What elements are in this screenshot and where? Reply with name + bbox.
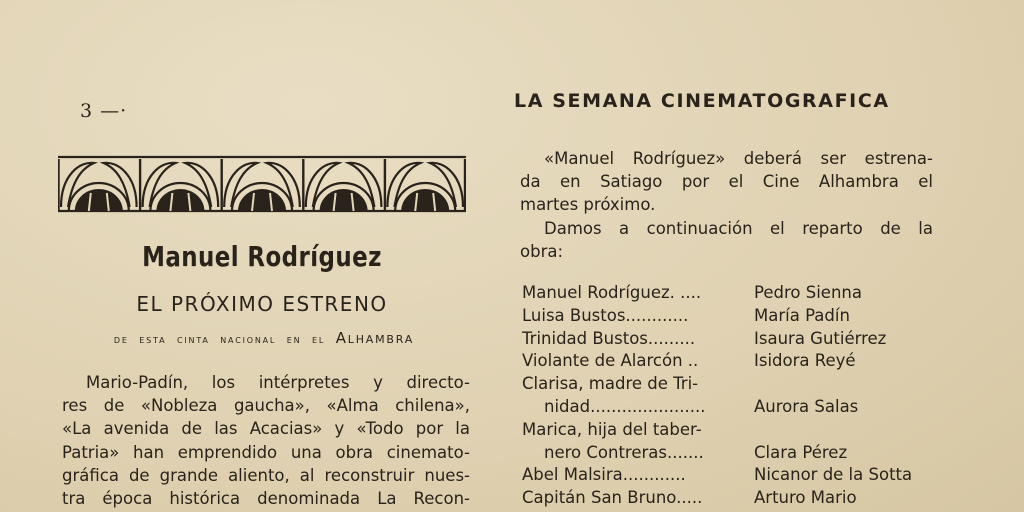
cast-row <box>522 419 942 442</box>
cast-row <box>522 305 942 328</box>
cast-row <box>522 396 942 419</box>
cast-actor: Pedro Sienna <box>754 283 862 302</box>
subsubtitle-prefix: de esta cinta nacional en el <box>113 332 326 346</box>
cast-row <box>522 487 942 510</box>
body-line: da en Satiago por el Cine Alhambra el <box>520 172 933 192</box>
body-line: «Manuel Rodríguez» deberá ser estrena- <box>544 149 933 168</box>
ornamental-border <box>58 155 466 213</box>
cast-row <box>522 464 942 487</box>
cast-role: nero Contreras....... <box>544 442 704 462</box>
body-line: res de «Nobleza gaucha», «Alma chilena», <box>62 396 470 416</box>
cast-list <box>522 282 942 510</box>
article-title: Manuel Rodríguez <box>142 240 382 273</box>
cast-role: Marica, hija del taber- <box>522 419 702 439</box>
article-body-left <box>62 371 470 510</box>
cast-actor: Nicanor de la Sotta <box>754 465 913 485</box>
cast-actor: Clara Pérez <box>754 442 848 462</box>
cast-actor: Arturo Mario <box>754 488 857 508</box>
body-line: Patria» han emprendido una obra cinemato- <box>62 442 470 462</box>
cast-row <box>522 328 942 351</box>
cast-role: Luisa Bustos............ <box>522 305 689 325</box>
cast-actor: María Padín <box>754 305 850 325</box>
subsubtitle-place: Alhambra <box>335 329 415 347</box>
cast-row <box>522 373 942 396</box>
body-line: gráfica de grande aliento, al reconstruir nues- <box>62 465 470 485</box>
cast-actor <box>754 419 942 442</box>
body-line: obra: <box>520 241 564 261</box>
body-line: «La avenida de las Acacias» y «Todo por la <box>62 419 470 439</box>
ornament-unit <box>303 159 381 211</box>
cast-role: Trinidad Bustos......... <box>522 328 696 348</box>
cast-actor: Isidora Reyé <box>754 351 856 371</box>
cast-role: Clarisa, madre de Tri- <box>522 374 699 394</box>
cast-role: nidad...................... <box>544 396 706 416</box>
body-line: Mario-Padín, los intérpretes y directo- <box>86 373 470 392</box>
article-subtitle: EL PRÓXIMO ESTRENO <box>136 292 388 316</box>
cast-actor: Isaura Gutiérrez <box>754 328 887 348</box>
ornament-unit <box>222 159 300 211</box>
cast-row <box>522 442 942 465</box>
body-line: Damos a continuación el reparto de la <box>544 218 933 238</box>
cast-actor <box>754 373 942 396</box>
running-head: LA SEMANA CINEMATOGRAFICA <box>514 90 890 112</box>
cast-row <box>522 282 942 305</box>
ornament-unit <box>59 159 137 211</box>
page-number: 3 —· <box>80 100 128 122</box>
article-subsubtitle <box>58 329 470 347</box>
cast-role: Violante de Alarcón .. <box>522 351 699 371</box>
cast-row <box>522 350 942 373</box>
article-body-right <box>520 147 933 263</box>
ornament-unit <box>385 159 463 211</box>
cast-role: Manuel Rodríguez. .... <box>522 283 702 302</box>
cast-role: Abel Malsira............ <box>522 465 686 485</box>
cast-role: Capitán San Bruno..... <box>522 488 703 508</box>
body-line: tra época histórica denominada La Recon- <box>62 489 470 509</box>
ornament-unit <box>140 159 218 211</box>
body-line: martes próximo. <box>520 195 656 215</box>
cast-actor: Aurora Salas <box>754 396 859 416</box>
